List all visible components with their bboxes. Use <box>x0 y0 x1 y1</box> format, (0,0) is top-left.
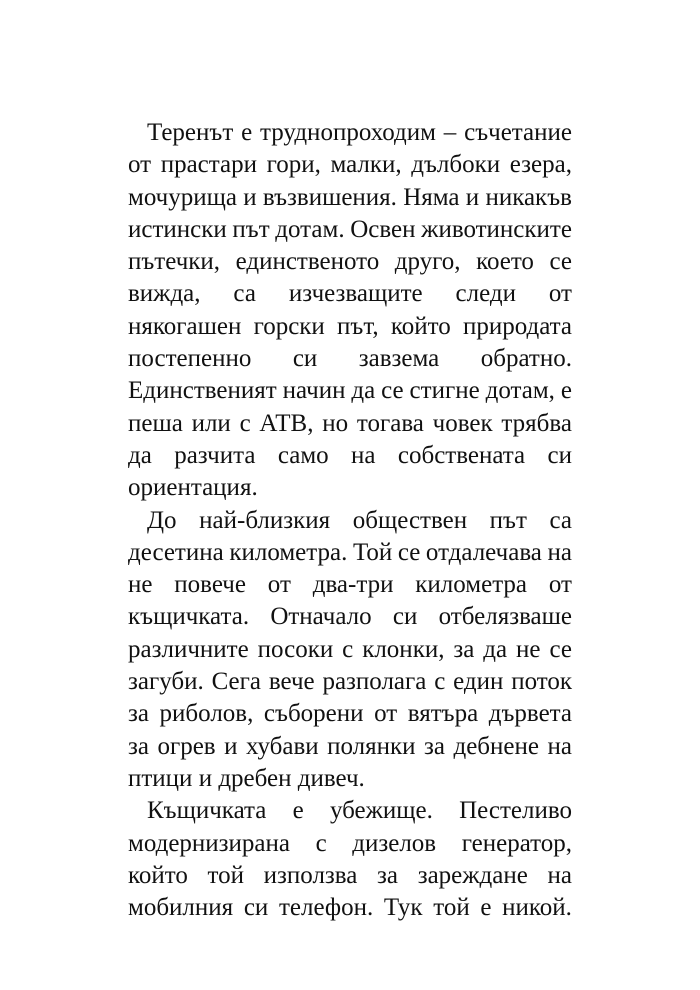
text-line <box>128 698 572 730</box>
word: да <box>351 377 376 405</box>
word: природата <box>462 312 572 340</box>
word: се <box>381 377 404 405</box>
text-line <box>128 505 572 537</box>
word: – <box>443 119 457 146</box>
word: се <box>397 538 421 566</box>
word: къщичката. <box>128 603 250 631</box>
word: собствената <box>397 441 526 469</box>
text-line <box>128 278 572 310</box>
word: хубави <box>245 732 319 760</box>
word: Той <box>352 538 393 566</box>
word: прастари <box>160 151 257 179</box>
word: да <box>483 635 508 663</box>
word: начин <box>282 377 346 405</box>
word: мочурища <box>128 183 237 211</box>
word: човек <box>432 409 493 437</box>
word: за <box>424 732 446 760</box>
word: съчетание <box>464 119 572 146</box>
word: си <box>392 603 418 631</box>
word: той <box>433 894 470 922</box>
word: той <box>207 861 244 889</box>
text-line <box>128 795 572 827</box>
word: повече <box>174 571 246 599</box>
word: телефон. <box>278 894 374 922</box>
text-line <box>128 569 572 601</box>
word: десетина <box>128 538 224 566</box>
word: с <box>342 635 354 663</box>
word: Сега <box>211 668 261 696</box>
word: отбелязваше <box>438 603 572 631</box>
word: вече <box>268 668 315 696</box>
body-text <box>128 117 572 924</box>
word: никой. <box>502 894 572 922</box>
word: за <box>128 732 149 760</box>
word: на <box>351 441 376 469</box>
text-line <box>128 634 572 666</box>
word: се <box>549 248 572 276</box>
word: от <box>374 700 398 728</box>
word: километра. <box>229 538 348 566</box>
text-line <box>128 860 572 892</box>
word: завзема <box>358 345 440 373</box>
word: два-три <box>312 571 394 599</box>
word: не <box>516 635 541 663</box>
word: Тук <box>383 894 423 922</box>
word: някогашен <box>128 312 242 340</box>
text-line: птици и дребен дивеч. <box>128 764 365 792</box>
word: път <box>232 215 270 243</box>
word: за <box>453 635 475 663</box>
word: Къщичката <box>147 797 267 825</box>
word: труднопроходим <box>260 119 436 146</box>
word: с <box>434 668 446 696</box>
text-line <box>128 440 572 472</box>
word: километра <box>415 571 528 599</box>
word: и <box>465 183 480 211</box>
text-line <box>128 601 572 633</box>
word: са <box>233 280 256 308</box>
word: постепенно <box>128 345 252 373</box>
word: Няма <box>403 183 460 211</box>
word: възвишения. <box>262 183 397 211</box>
word: път <box>489 506 527 534</box>
word: вижда, <box>128 280 201 308</box>
word: обществен <box>352 506 468 534</box>
text-line <box>128 828 572 860</box>
word: единственото <box>235 248 380 276</box>
word: риболов, <box>159 700 254 728</box>
word: дотам. <box>275 215 345 243</box>
word: Единственият <box>128 377 277 405</box>
word: пеша <box>128 409 183 437</box>
word: горски <box>253 312 325 340</box>
word: посоки <box>257 635 334 663</box>
word: Теренът <box>147 119 234 146</box>
text-line <box>128 311 572 343</box>
word: обратно. <box>480 345 572 373</box>
word: или <box>191 409 231 437</box>
word: генератор, <box>461 829 572 857</box>
text-line <box>128 408 572 440</box>
word: загуби. <box>128 668 204 696</box>
word: дотам, <box>485 377 555 405</box>
word: мобилния <box>128 894 234 922</box>
word: от <box>548 571 572 599</box>
paragraph <box>128 117 572 505</box>
word: използва <box>263 861 358 889</box>
word: поток <box>511 668 572 696</box>
word: си <box>292 345 318 373</box>
word: тогава <box>356 409 424 437</box>
word: да <box>128 441 152 469</box>
word: дебнене <box>453 732 539 760</box>
word: клонки, <box>362 635 445 663</box>
word: се <box>549 635 572 663</box>
word: истински <box>128 215 227 243</box>
word: следи <box>455 280 516 308</box>
word: път, <box>337 312 379 340</box>
word: разполага <box>322 668 427 696</box>
word: гори, <box>266 151 321 179</box>
word: трябва <box>501 409 572 437</box>
text-line <box>128 182 572 214</box>
word: модернизирана <box>128 829 290 857</box>
text-line <box>128 731 572 763</box>
word: на <box>547 538 572 566</box>
word: убежище. <box>329 797 433 825</box>
text-line <box>128 666 572 698</box>
word: различните <box>128 635 249 663</box>
text-line <box>128 214 572 246</box>
word: изчезващите <box>288 280 423 308</box>
word: никакъв <box>485 183 572 211</box>
word: дизелов <box>352 829 437 857</box>
word: не <box>128 571 153 599</box>
text-line <box>128 343 572 375</box>
word: което <box>476 248 534 276</box>
word: и <box>224 732 238 760</box>
text-line: ориентация. <box>128 474 258 502</box>
word: за <box>377 861 399 889</box>
word: дървета <box>488 700 572 728</box>
word: е <box>292 797 304 825</box>
word: До <box>147 506 177 534</box>
word: отдалечава <box>425 538 542 566</box>
text-line <box>128 149 572 181</box>
word: АТВ, <box>259 409 314 437</box>
word: на <box>547 732 572 760</box>
word: си <box>547 441 572 469</box>
word: е <box>480 894 492 922</box>
text-line <box>128 892 572 924</box>
word: който <box>128 861 188 889</box>
text-line <box>128 375 572 407</box>
word: животинските <box>421 215 572 243</box>
word: най-близкия <box>199 506 331 534</box>
word: с <box>239 409 251 437</box>
word: е <box>241 119 253 146</box>
word: малки, <box>330 151 402 179</box>
word: разчита <box>174 441 256 469</box>
word: друго, <box>394 248 461 276</box>
word: си <box>243 894 269 922</box>
word: е <box>560 377 572 405</box>
word: за <box>128 700 149 728</box>
word: и <box>243 183 257 211</box>
paragraph <box>128 795 572 924</box>
word: пътечки, <box>128 248 221 276</box>
word: но <box>322 409 349 437</box>
word: Освен <box>350 215 416 243</box>
word: който <box>390 312 451 340</box>
text-line <box>128 117 572 149</box>
word: полянки <box>327 732 416 760</box>
word: вятъра <box>407 700 479 728</box>
word: на <box>547 861 572 889</box>
paragraph <box>128 505 572 796</box>
text-line <box>128 246 572 278</box>
word: Отначало <box>270 603 372 631</box>
word: са <box>549 506 572 534</box>
text-line <box>128 537 572 569</box>
word: от <box>128 151 152 179</box>
word: от <box>267 571 291 599</box>
word: зареждане <box>417 861 528 889</box>
word: дълбоки <box>411 151 501 179</box>
word: огрев <box>157 732 216 760</box>
word: съборени <box>263 700 364 728</box>
word: само <box>277 441 329 469</box>
word: езера, <box>509 151 572 179</box>
word: един <box>453 668 504 696</box>
word: с <box>315 829 327 857</box>
word: стигне <box>409 377 480 405</box>
word: от <box>548 280 572 308</box>
word: Пестеливо <box>459 797 572 825</box>
